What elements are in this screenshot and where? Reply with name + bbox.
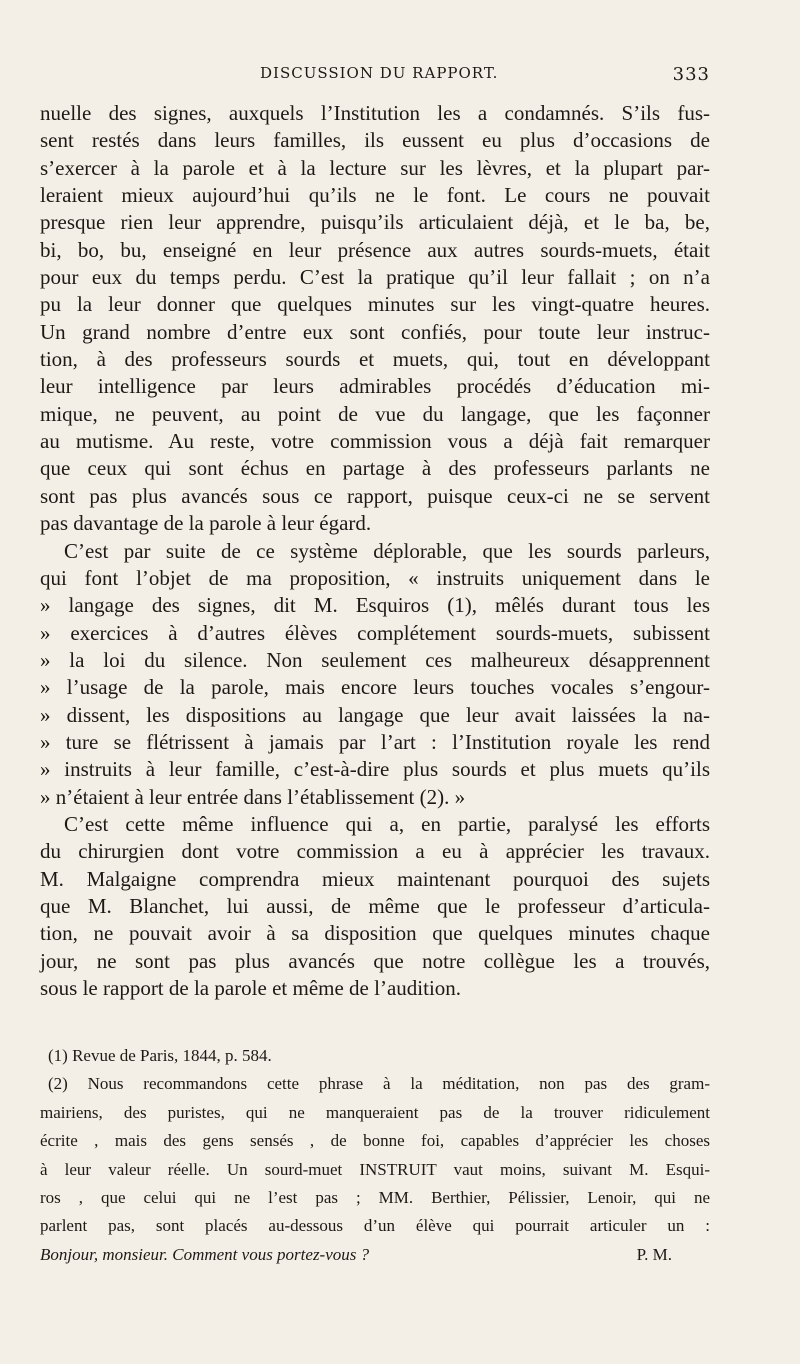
text-line: » dissent, les dispositions au langage que leur avait laissées la na- [40, 702, 710, 727]
footnote-line: (1) Revue de Paris, 1844, p. 584. [48, 1046, 272, 1065]
page-header [40, 64, 740, 94]
signoff-signature: P. M. [636, 1244, 672, 1264]
text-line: que ceux qui sont échus en partage à des professeurs parlants ne [40, 456, 710, 481]
main-text [40, 100, 710, 1002]
text-line: pu la leur donner que quelques minutes sur les vingt-quatre heures. [40, 292, 710, 317]
text-line: pas davantage de la parole à leur égard. [40, 511, 372, 536]
text-line: que M. Blanchet, lui aussi, de même que le professeur d’articula- [40, 893, 710, 918]
text-line: au mutisme. Au reste, votre commission vous a déjà fait remarquer [40, 429, 710, 454]
text-line: s’exercer à la parole et à la lecture sur les lèvres, et la plupart par- [40, 155, 710, 180]
text-line: » l’usage de la parole, mais encore leurs touches vocales s’engour- [40, 675, 710, 700]
text-line: » langage des signes, dit M. Esquiros (1), mêlés durant tous les [40, 593, 710, 618]
text-line: » n’étaient à leur entrée dans l’établissement (2). » [40, 784, 466, 809]
footnote-line: à leur valeur réelle. Un sourd-muet INSTRUIT vaut moins, suivant M. Esqui- [40, 1159, 710, 1179]
signoff-quote: Bonjour, monsieur. Comment vous portez-vous ? [40, 1244, 370, 1264]
text-line: jour, ne sont pas plus avancés que notre collègue les a trouvés, [40, 948, 710, 973]
text-line: qui font l’objet de ma proposition, « instruits uniquement dans le [40, 565, 710, 590]
footnote-line: mairiens, des puristes, qui ne manqueraient pas de la trouver ridiculement [40, 1102, 710, 1122]
text-line: C’est par suite de ce système déplorable, que les sourds parleurs, [64, 538, 710, 563]
footnotes [40, 1042, 710, 1269]
footnote-signoff [40, 1241, 710, 1269]
text-line: tion, à des professeurs sourds et muets, qui, tout en développant [40, 347, 710, 372]
text-line: » ture se flétrissent à jamais par l’art : l’Institution royale les rend [40, 729, 710, 754]
text-line: tion, ne pouvait avoir à sa disposition que quelques minutes chaque [40, 921, 710, 946]
text-line: leraient mieux aujourd’hui qu’ils ne le font. Le cours ne pouvait [40, 183, 710, 208]
footnote-line: (2) Nous recommandons cette phrase à la méditation, non pas des gram- [48, 1074, 710, 1094]
text-line: mique, ne peuvent, au point de vue du langage, que les façonner [40, 401, 710, 426]
text-line: du chirurgien dont votre commission a eu à apprécier les travaux. [40, 839, 710, 864]
text-line: C’est cette même influence qui a, en partie, paralysé les efforts [64, 811, 710, 836]
footnote-line: ros , que celui qui ne l’est pas ; MM. Berthier, Pélissier, Lenoir, qui ne [40, 1187, 710, 1207]
text-line: pour eux du temps perdu. C’est la pratique qu’il leur fallait ; on n’a [40, 265, 710, 290]
text-line: » la loi du silence. Non seulement ces malheureux désapprennent [40, 647, 710, 672]
text-line: nuelle des signes, auxquels l’Institution les a condamnés. S’ils fus- [40, 101, 710, 125]
text-line: M. Malgaigne comprendra mieux maintenant pourquoi des sujets [40, 866, 710, 891]
text-line: sous le rapport de la parole et même de l’audition. [40, 976, 462, 1000]
text-line: sent restés dans leurs familles, ils eussent eu plus d’occasions de [40, 128, 710, 153]
footnote-line: parlent pas, sont placés au-dessous d’un élève qui pourrait articuler un : [40, 1216, 710, 1236]
running-head: DISCUSSION DU RAPPORT. [260, 64, 499, 82]
text-line: » exercices à d’autres élèves complétement sourds-muets, subissent [40, 620, 710, 645]
text-line: leur intelligence par leurs admirables procédés d’éducation mi- [40, 374, 710, 399]
page-number: 333 [672, 64, 710, 85]
text-line: bi, bo, bu, enseigné en leur présence aux autres sourds-muets, était [40, 237, 710, 262]
text-line: sont pas plus avancés sous ce rapport, puisque ceux-ci ne se servent [40, 483, 710, 508]
footnote-line: écrite , mais des gens sensés , de bonne foi, capables d’apprécier les choses [40, 1131, 710, 1151]
text-line: Un grand nombre d’entre eux sont confiés, pour toute leur instruc- [40, 319, 710, 344]
text-line: presque rien leur apprendre, puisqu’ils articulaient déjà, et le ba, be, [40, 210, 710, 235]
text-line: » instruits à leur famille, c’est-à-dire plus sourds et plus muets qu’ils [40, 757, 710, 782]
